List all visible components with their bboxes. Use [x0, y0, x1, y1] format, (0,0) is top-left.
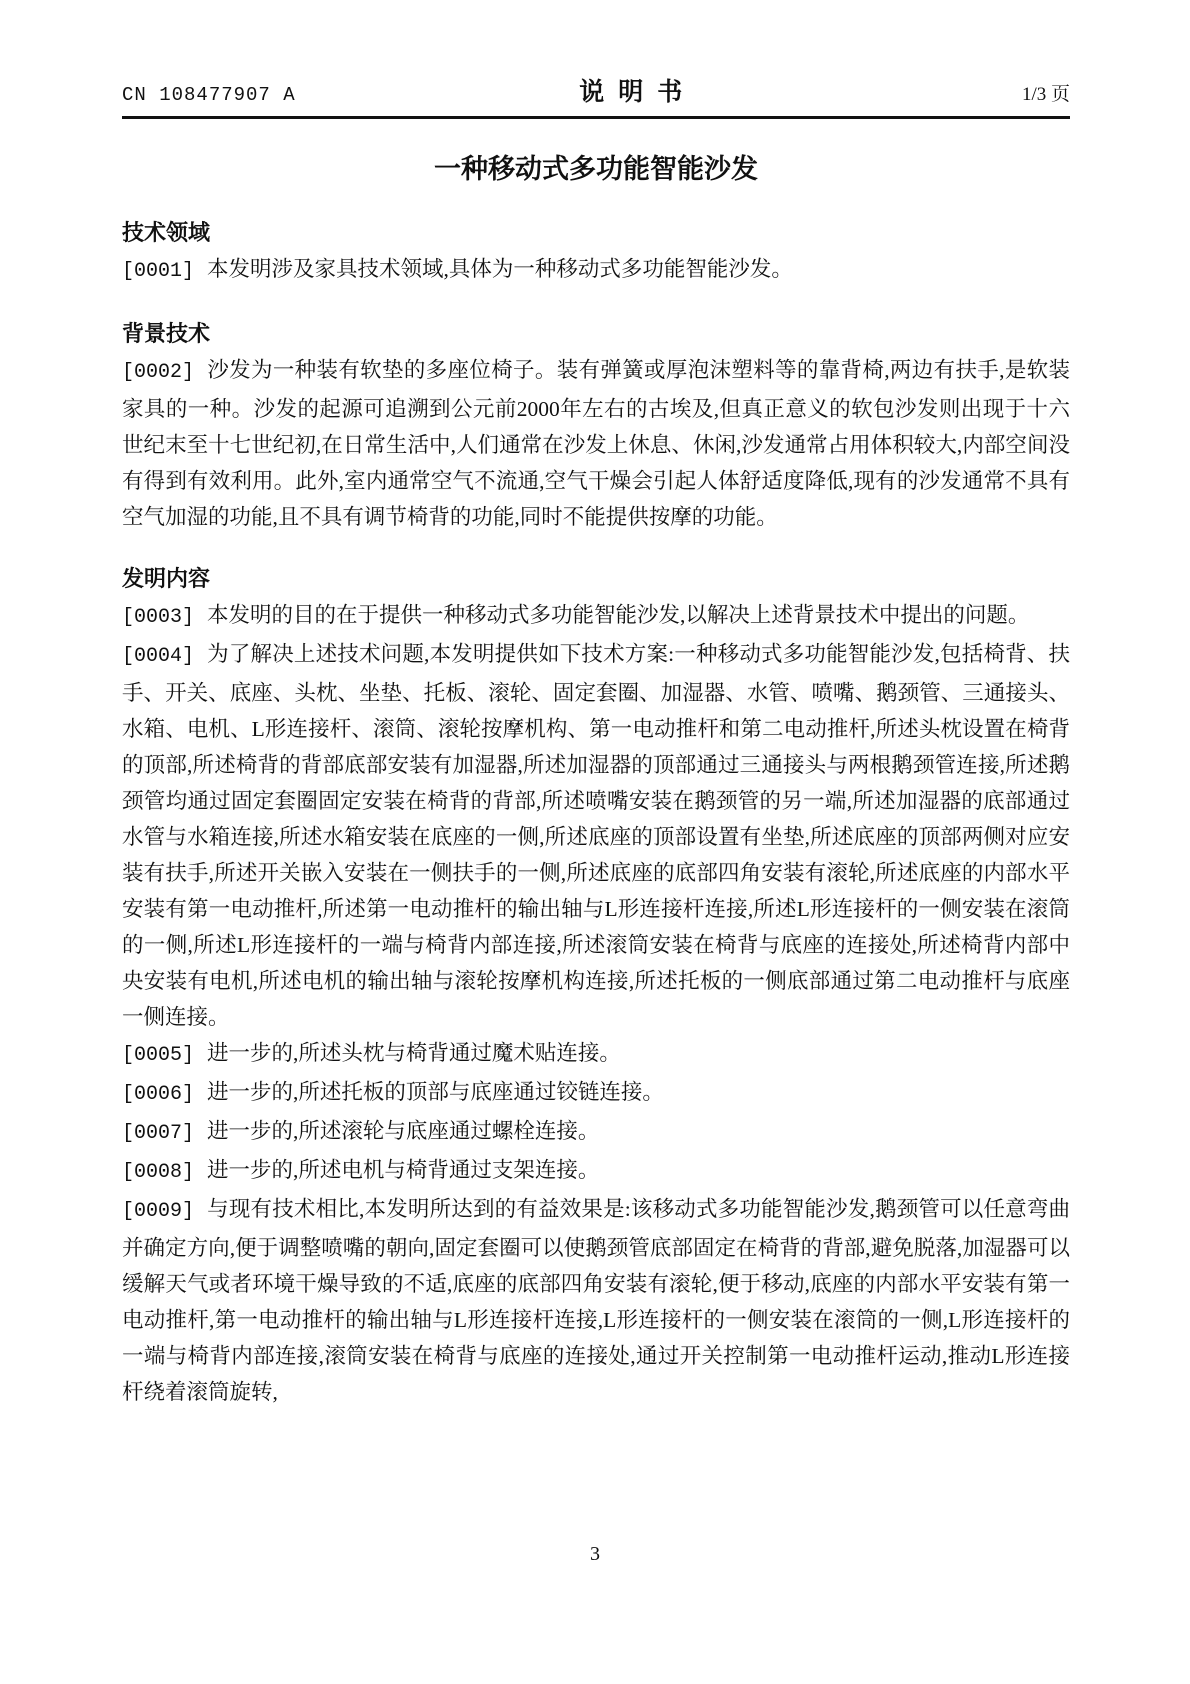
paragraph-number: [0007] [122, 1122, 195, 1145]
publication-number: CN 108477907 A [122, 84, 296, 106]
paragraph-number: [0009] [122, 1200, 195, 1223]
section [122, 215, 1070, 290]
section-heading: 背景技术 [122, 321, 211, 346]
paragraph-text: 为了解决上述技术问题,本发明提供如下技术方案:一种移动式多功能智能沙发,包括椅背、扶手、开关、底座、头枕、坐垫、托板、滚轮、固定套圈、加湿器、水管、喷嘴、鹅颈管、三通接头、水箱、电机、L形连接杆、滚筒、滚轮按摩机构、第一电动推杆和第二电动推杆,所述头枕设置在椅背的顶部,所述椅背的背部底部安装有加湿器,所述加湿器的顶部通过三通接头与两根鹅颈管连接,所述鹅颈管均通过固定套圈固定安装在椅背的背部,所述喷嘴安装在鹅颈管的另一端,所述加湿器的底部通过水管与水箱连接,所述水箱安装在底座的一侧,所述底座的顶部设置有坐垫,所述底座的顶部两侧对应安装有扶手,所述开关嵌入安装在一侧扶手的一侧,所述底座的底部四角安装有滚轮,所述底座的内部水平安装有第一电动推杆,所述第一电动推杆的输出轴与L形连接杆连接,所述L形连接杆的一侧安装在滚筒的一侧,所述L形连接杆的一端与椅背内部连接,所述滚筒安装在椅背与底座的连接处,所述椅背内部中央安装有电机,所述电机的输出轴与滚轮按摩机构连接,所述托板的一侧底部通过第二电动推杆与底座一侧连接。 [122, 642, 1070, 1029]
paragraph-number: [0006] [122, 1083, 195, 1106]
paragraph-text: 本发明涉及家具技术领域,具体为一种移动式多功能智能沙发。 [207, 257, 793, 281]
paragraph [122, 1074, 1070, 1113]
paragraph [122, 636, 1070, 1035]
paragraph-text: 沙发为一种装有软垫的多座位椅子。装有弹簧或厚泡沫塑料等的靠背椅,两边有扶手,是软装家具的一种。沙发的起源可追溯到公元前2000年左右的古埃及,但真正意义的软包沙发则出现于十六世纪末至十七世纪初,在日常生活中,人们通常在沙发上休息、休闲,沙发通常占用体积较大,内部空间没有得到有效利用。此外,室内通常空气不流通,空气干燥会引起人体舒适度降低,现有的沙发通常不具有空气加湿的功能,且不具有调节椅背的功能,同时不能提供按摩的功能。 [122, 358, 1070, 529]
document-type-title: 说明书 [579, 78, 697, 106]
page-number: 3 [590, 1543, 600, 1565]
page-indicator: 1/3 页 [1021, 84, 1070, 105]
invention-title: 一种移动式多功能智能沙发 [434, 154, 758, 184]
section [122, 316, 1070, 535]
paragraph-text: 与现有技术相比,本发明所达到的有益效果是:该移动式多功能智能沙发,鹅颈管可以任意弯曲并确定方向,便于调整喷嘴的朝向,固定套圈可以使鹅颈管底部固定在椅背的背部,避免脱落,加湿器可以缓解天气或者环境干燥导致的不适,底座的底部四角安装有滚轮,便于移动,底座的内部水平安装有第一电动推杆,第一电动推杆的输出轴与L形连接杆连接,L形连接杆的一侧安装在滚筒的一侧,L形连接杆的一端与椅背内部连接,滚筒安装在椅背与底座的连接处,通过开关控制第一电动推杆运动,推动L形连接杆绕着滚筒旋转, [122, 1197, 1070, 1404]
section-heading: 技术领域 [122, 220, 211, 245]
paragraph-number: [0005] [122, 1044, 195, 1067]
paragraph-number: [0008] [122, 1161, 195, 1184]
paragraph-number: [0001] [122, 260, 195, 283]
paragraph-number: [0003] [122, 606, 195, 629]
section-heading: 发明内容 [122, 566, 211, 591]
paragraph-text: 进一步的,所述头枕与椅背通过魔术贴连接。 [207, 1041, 621, 1065]
paragraph-text: 本发明的目的在于提供一种移动式多功能智能沙发,以解决上述背景技术中提出的问题。 [207, 603, 1030, 627]
header-rule [122, 116, 1070, 119]
section [122, 561, 1070, 1410]
paragraph-text: 进一步的,所述托板的顶部与底座通过铰链连接。 [207, 1080, 664, 1104]
paragraph [122, 1191, 1070, 1410]
paragraph [122, 1035, 1070, 1074]
paragraph-text: 进一步的,所述电机与椅背通过支架连接。 [207, 1158, 600, 1182]
paragraph-number: [0002] [122, 361, 195, 384]
page-footer [0, 1543, 1190, 1566]
paragraph [122, 1152, 1070, 1191]
paragraph-text: 进一步的,所述滚轮与底座通过螺栓连接。 [207, 1119, 600, 1143]
paragraph [122, 597, 1070, 636]
paragraph [122, 251, 1070, 290]
paragraph [122, 352, 1070, 535]
paragraph-number: [0004] [122, 645, 195, 668]
paragraph [122, 1113, 1070, 1152]
page-header [122, 72, 1070, 108]
document-sections [122, 215, 1070, 1410]
